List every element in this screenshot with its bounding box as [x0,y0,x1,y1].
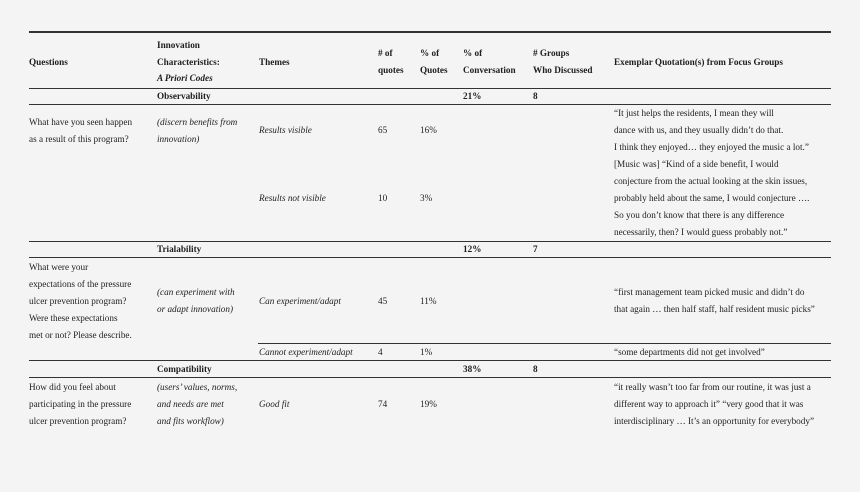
theme-cell: Can experiment/adapt [259,296,341,306]
quote-line: “first management team picked music and didn’t do [614,287,805,297]
theme-cell: Cannot experiment/adapt [259,347,353,357]
n-quotes-cell: 10 [378,193,388,203]
header-innovation-line2: Characteristics: [157,57,220,67]
header-exemplar: Exemplar Quotation(s) from Focus Groups [614,57,783,67]
header-pct-quotes-line2: Quotes [420,65,448,75]
header-groups-line1: # Groups [533,48,570,58]
question-text: ulcer prevention program? [29,296,127,306]
section-groups: 8 [533,91,538,101]
section-groups: 7 [533,244,538,254]
question-text: How did you feel about [29,382,116,392]
n-quotes-cell: 4 [378,347,383,357]
quote-line: So you don’t know that there is any difference [614,210,785,220]
quote-line: “some departments did not get involved” [614,347,765,357]
question-text: Were these expectations [29,313,118,323]
pct-quotes-cell: 11% [420,296,437,306]
section-top-rule-trialability [29,241,831,242]
quote-line: “it really wasn’t too far from our routine, it was just a [614,382,811,392]
section-pct-conversation: 12% [463,244,482,254]
quote-line: “It just helps the residents, I mean they will [614,108,774,118]
quote-line: conjecture from the actual looking at the skin issues, [614,176,808,186]
header-innovation-line1: Innovation [157,40,200,50]
quote-line: I think they enjoyed… they enjoyed the music a lot.” [614,142,809,152]
theme-cell: Good fit [259,399,290,409]
question-text: expectations of the pressure [29,279,132,289]
pct-quotes-cell: 16% [420,125,437,135]
section-rule-trialability [29,257,831,258]
question-text: What have you seen happen [29,117,133,127]
characteristic-text: innovation) [157,134,200,144]
n-quotes-cell: 45 [378,296,388,306]
header-pct-conversation-line2: Conversation [463,65,516,75]
header-pct-conversation-line1: % of [463,48,483,58]
section-name-trialability: Trialability [157,244,202,254]
header-n-quotes-line2: quotes [378,65,404,75]
section-name-observability: Observability [157,91,211,101]
quote-line: interdisciplinary … It’s an opportunity for everybody” [614,416,815,426]
quote-line: necessarily, then? I would guess probably not.” [614,227,788,237]
pct-quotes-cell: 1% [420,347,433,357]
header-n-quotes-line1: # of [378,48,393,58]
question-text: as a result of this program? [29,134,129,144]
question-text: met or not? Please describe. [29,330,132,340]
theme-cell: Results visible [259,125,312,135]
characteristic-text: (users’ values, norms, [157,382,238,392]
characteristic-text: and fits workflow) [157,416,224,426]
section-pct-conversation: 21% [463,91,482,101]
header-themes: Themes [259,57,290,67]
header-bottom-rule [29,88,831,89]
characteristic-text: (can experiment with [157,287,235,297]
characteristic-text: and needs are met [157,399,224,409]
section-name-compatibility: Compatibility [157,364,212,374]
n-quotes-cell: 65 [378,125,388,135]
quote-line: [Music was] “Kind of a side benefit, I would [614,159,779,169]
header-groups-line2: Who Discussed [533,65,593,75]
quote-line: dance with us, and they usually didn’t do that. [614,125,784,135]
quote-line: different way to approach it” “very good that it was [614,399,804,409]
quote-line: probably held about the same, I would conjecture …. [614,193,810,203]
header-questions: Questions [29,57,68,67]
question-text: ulcer prevention program? [29,416,127,426]
table-top-rule [29,31,831,33]
quote-line: that again … then half staff, half resident music picks” [614,304,815,314]
pct-quotes-cell: 3% [420,193,433,203]
question-text: participating in the pressure [29,399,132,409]
header-pct-quotes-line1: % of [420,48,440,58]
question-text: What were your [29,262,89,272]
section-groups: 8 [533,364,538,374]
n-quotes-cell: 74 [378,399,388,409]
header-innovation-line3: A Priori Codes [157,73,213,83]
characteristic-text: (discern benefits from [157,117,238,127]
section-pct-conversation: 38% [463,364,482,374]
pct-quotes-cell: 19% [420,399,437,409]
section-rule-compatibility [29,377,831,378]
characteristic-text: or adapt innovation) [157,304,234,314]
theme-cell: Results not visible [259,193,326,203]
